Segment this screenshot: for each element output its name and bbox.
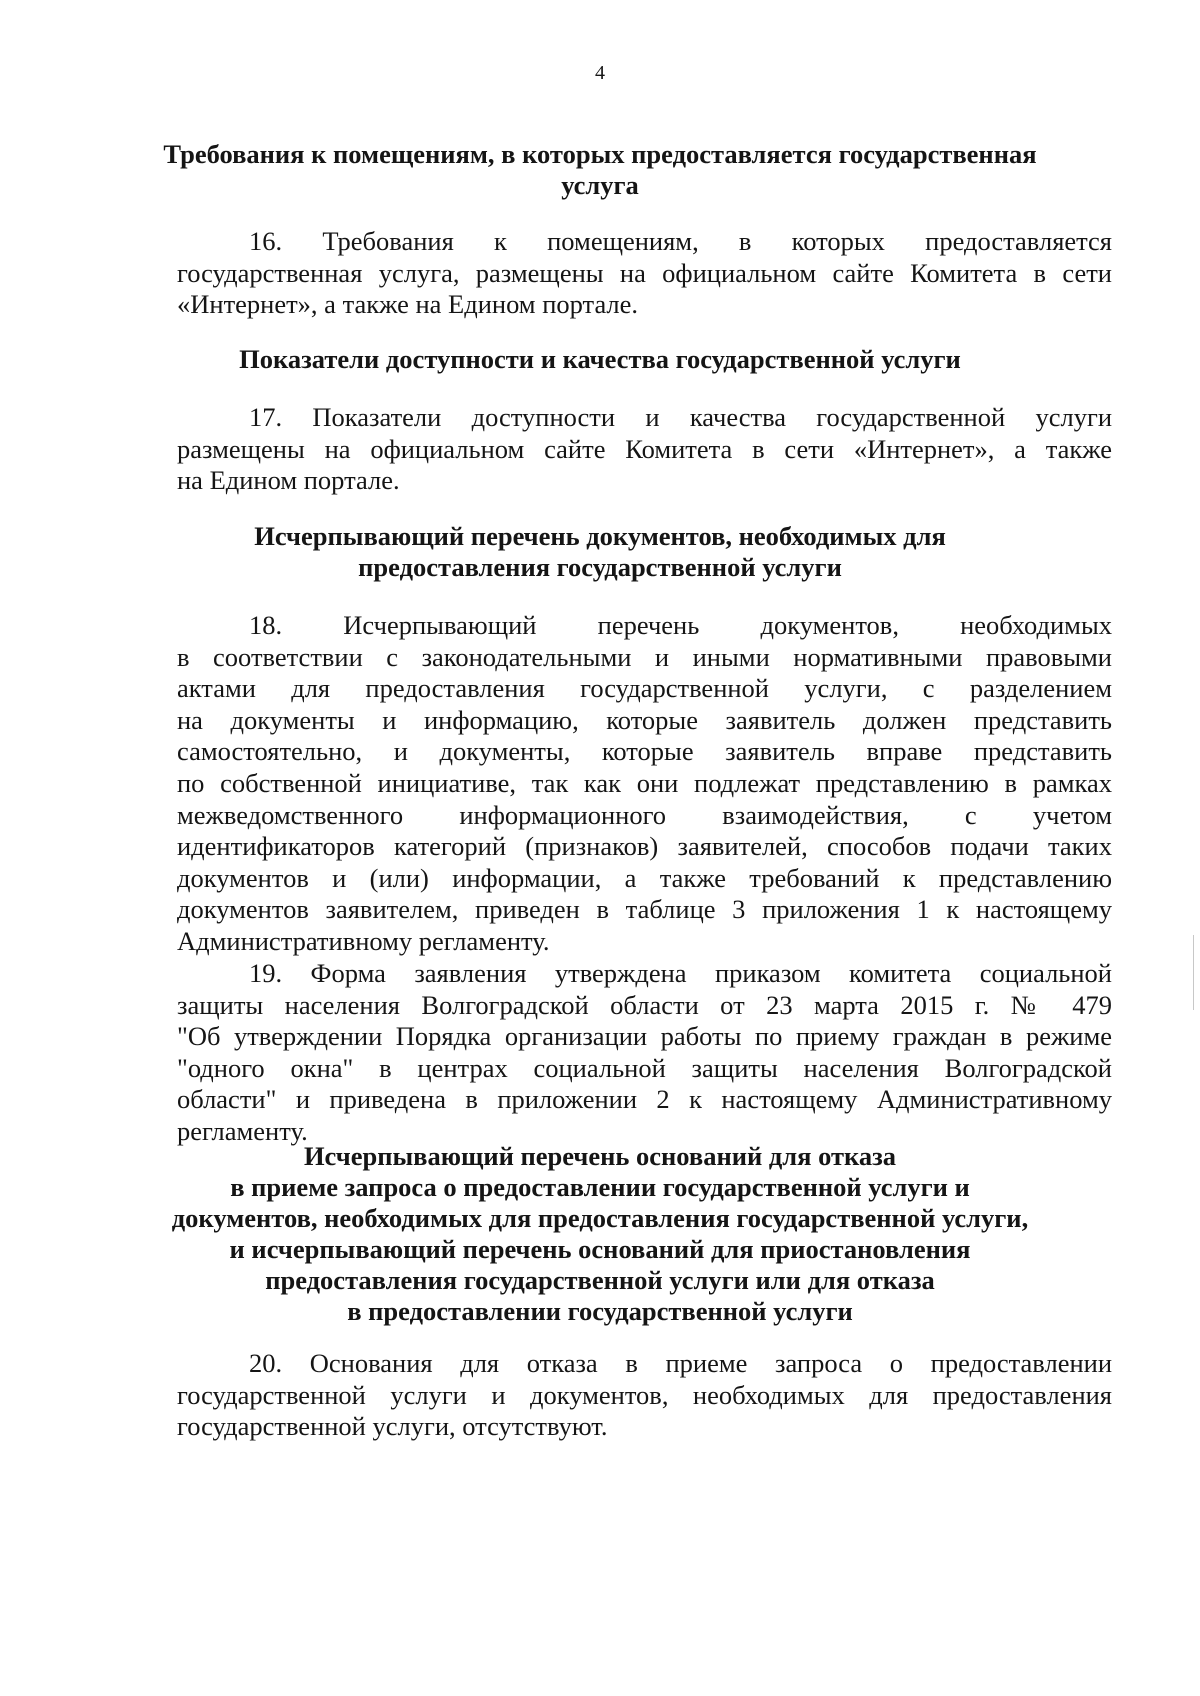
heading-line: предоставления государственной услуги bbox=[358, 552, 842, 582]
paragraph-line: государственной услуги и документов, необходимых для предоставления bbox=[177, 1379, 1112, 1410]
paragraph-line: "Об утверждении Порядка организации работы по приему граждан в режиме bbox=[177, 1021, 1112, 1052]
paragraph-line: Административному регламенту. bbox=[177, 925, 550, 956]
paragraph-line: государственной услуги, отсутствуют. bbox=[177, 1411, 608, 1442]
section-heading-documents-list bbox=[0, 521, 1200, 583]
paragraph-line: регламенту. bbox=[177, 1115, 308, 1146]
paragraph-line: 20. Основания для отказа в приеме запроса о предоставлении bbox=[249, 1348, 1112, 1378]
heading-line: в предоставлении государственной услуги bbox=[347, 1296, 853, 1326]
paragraph-line: 19. Форма заявления утверждена приказом комитета социальной bbox=[249, 958, 1112, 988]
section-heading-premises bbox=[0, 139, 1200, 201]
paragraph-16 bbox=[177, 226, 1112, 321]
paragraph-line: на документы и информацию, которые заявитель должен представить bbox=[177, 704, 1112, 735]
paragraph-line: государственная услуга, размещены на официальном сайте Комитета в сети bbox=[177, 257, 1112, 288]
paragraph-line: 18. Исчерпывающий перечень документов, необходимых bbox=[249, 610, 1112, 640]
heading-line: услуга bbox=[561, 170, 639, 200]
paragraph-line: актами для предоставления государственной услуги, с разделением bbox=[177, 673, 1112, 704]
heading-line: документов, необходимых для предоставления государственной услуги, bbox=[171, 1203, 1029, 1233]
paragraph-line: "одного окна" в центрах социальной защиты населения Волгоградской bbox=[177, 1052, 1112, 1083]
paragraph-line: документов и (или) информации, а также требований к представлению bbox=[177, 862, 1112, 893]
section-heading-accessibility bbox=[0, 344, 1200, 375]
heading-line: Показатели доступности и качества государственной услуги bbox=[239, 344, 961, 374]
paragraph-line: 17. Показатели доступности и качества государственной услуги bbox=[249, 402, 1112, 432]
paragraph-line: на Едином портале. bbox=[177, 465, 400, 496]
heading-line: предоставления государственной услуги или для отказа bbox=[265, 1265, 935, 1295]
heading-line: Исчерпывающий перечень документов, необходимых для bbox=[254, 521, 946, 551]
paragraph-line: размещены на официальном сайте Комитета в сети «Интернет», а также bbox=[177, 433, 1112, 464]
paragraph-line: документов заявителем, приведен в таблице 3 приложения 1 к настоящему bbox=[177, 894, 1112, 925]
paragraph-line: по собственной инициативе, так как они подлежат представлению в рамках bbox=[177, 767, 1112, 798]
heading-line: Исчерпывающий перечень оснований для отказа bbox=[303, 1141, 897, 1171]
paragraph-17 bbox=[177, 402, 1112, 497]
section-heading-refusal-grounds bbox=[0, 1141, 1200, 1327]
paragraph-20 bbox=[177, 1348, 1112, 1443]
paragraph-line: 16. Требования к помещениям, в которых предоставляется bbox=[249, 226, 1112, 256]
paragraph-line: идентификаторов категорий (признаков) заявителей, способов подачи таких bbox=[177, 831, 1112, 862]
paragraph-line: области" и приведена в приложении 2 к настоящему Административному bbox=[177, 1084, 1112, 1115]
paragraph-18 bbox=[177, 610, 1112, 958]
heading-line: и исчерпывающий перечень оснований для приостановления bbox=[229, 1234, 971, 1264]
paragraph-line: самостоятельно, и документы, которые заявитель вправе представить bbox=[177, 736, 1112, 767]
paragraph-line: в соответствии с законодательными и иными нормативными правовыми bbox=[177, 641, 1112, 672]
paragraph-line: межведомственного информационного взаимодействия, с учетом bbox=[177, 799, 1112, 830]
paragraph-line: защиты населения Волгоградской области от 23 марта 2015 г. № 479 bbox=[177, 989, 1112, 1020]
heading-line: в приеме запроса о предоставлении государственной услуги и bbox=[230, 1172, 970, 1202]
scan-artifact-line bbox=[1193, 935, 1194, 1010]
paragraph-19 bbox=[177, 958, 1112, 1148]
heading-line: Требования к помещениям, в которых предоставляется государственная bbox=[163, 139, 1037, 169]
page-number: 4 bbox=[595, 62, 605, 84]
paragraph-line: «Интернет», а также на Едином портале. bbox=[177, 289, 639, 320]
